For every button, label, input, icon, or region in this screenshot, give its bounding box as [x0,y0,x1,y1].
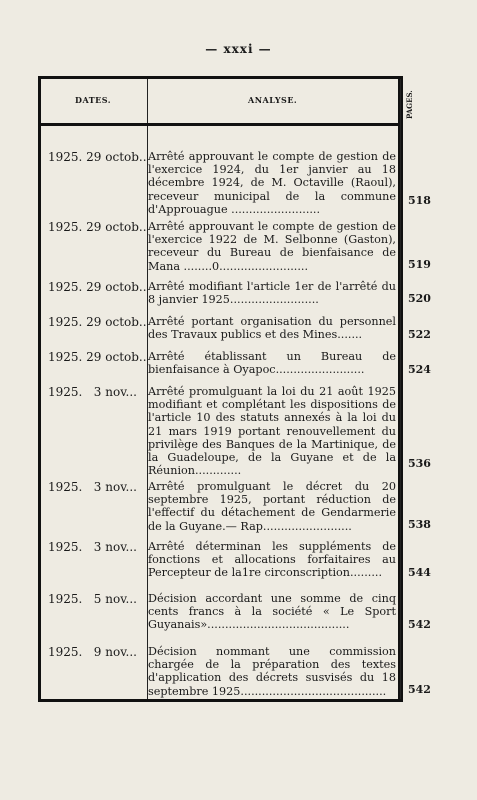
entry-page: 524 [408,363,431,376]
entry-text: Arrêté établissant un Bureau de bienfaisance à Oyapoc......................... [148,350,396,377]
entry-page: 538 [408,518,431,531]
column-divider-pages [400,79,401,699]
entry-date: 1925. 29 octob.. [48,150,147,164]
entry-page: 518 [408,194,431,207]
entry-text: Arrêté portant organisation du personnel des Travaux publics et des Mines....... [148,315,396,342]
entry-text: Arrêté approuvant le compte de gestion de l'exercice 1924, du 1er janvier au 18 décembre 1924, de M. Octaville (Raoul), receveur municipal de la commune d'Approuague ......................... [148,150,396,216]
entry-text: Arrêté promulguant la loi du 21 août 1925 modifiant et complétant les dispositions de l'article 10 des statuts annexés à la loi du 21 mars 1919 portant renouvellement du privilège des Banques de la Martinique, de la Guadeloupe, de la Guyane et de la Réunion............. [148,385,396,478]
entry-page: 520 [408,292,431,305]
entry-date: 1925. 3 nov... [48,385,137,399]
entry-date: 1925. 29 octob.. [48,350,147,364]
entry-text: Arrêté promulguant le décret du 20 septembre 1925, portant réduction de l'effectif du détachement de Gendarmerie de la Guyane.— Rap......................... [148,480,396,533]
entry-date: 1925. 29 octob.. [48,220,147,234]
entry-page: 544 [408,566,431,579]
entry-date: 1925. 29 octob.. [48,280,147,294]
entry-page: 522 [408,328,431,341]
entry-page: 542 [408,618,431,631]
entry-text: Arrêté approuvant le compte de gestion de l'exercice 1922 de M. Selbonne (Gaston), receveur du Bureau de bienfaisance de Mana ........0......................... [148,220,396,273]
header-rule [41,123,398,126]
entry-date: 1925. 5 nov... [48,592,137,606]
page-number: — xxxi — [205,42,272,56]
entry-date: 1925. 9 nov... [48,645,137,659]
entry-date: 1925. 3 nov... [48,480,137,494]
header-pages: PAGES. [405,90,414,119]
entry-page: 542 [408,683,431,696]
entry-text: Décision nommant une commission chargée de la préparation des textes d'application des décrets susvisés du 18 septembre 1925......................................... [148,645,396,698]
entry-date: 1925. 3 nov... [48,540,137,554]
entry-text: Arrêté déterminan les suppléments de fonctions et allocations forfaitaires au Percepteur de la1re circonscription......... [148,540,396,580]
entry-text: Décision accordant une somme de cinq cents francs à la société « Le Sport Guyanais»........................................ [148,592,396,632]
header-analyse: ANALYSE. [248,95,298,105]
entry-date: 1925. 29 octob.. [48,315,147,329]
entry-page: 536 [408,457,431,470]
header-dates: DATES. [75,95,112,105]
entry-text: Arrêté modifiant l'article 1er de l'arrêté du 8 janvier 1925......................... [148,280,396,307]
entry-page: 519 [408,258,431,271]
